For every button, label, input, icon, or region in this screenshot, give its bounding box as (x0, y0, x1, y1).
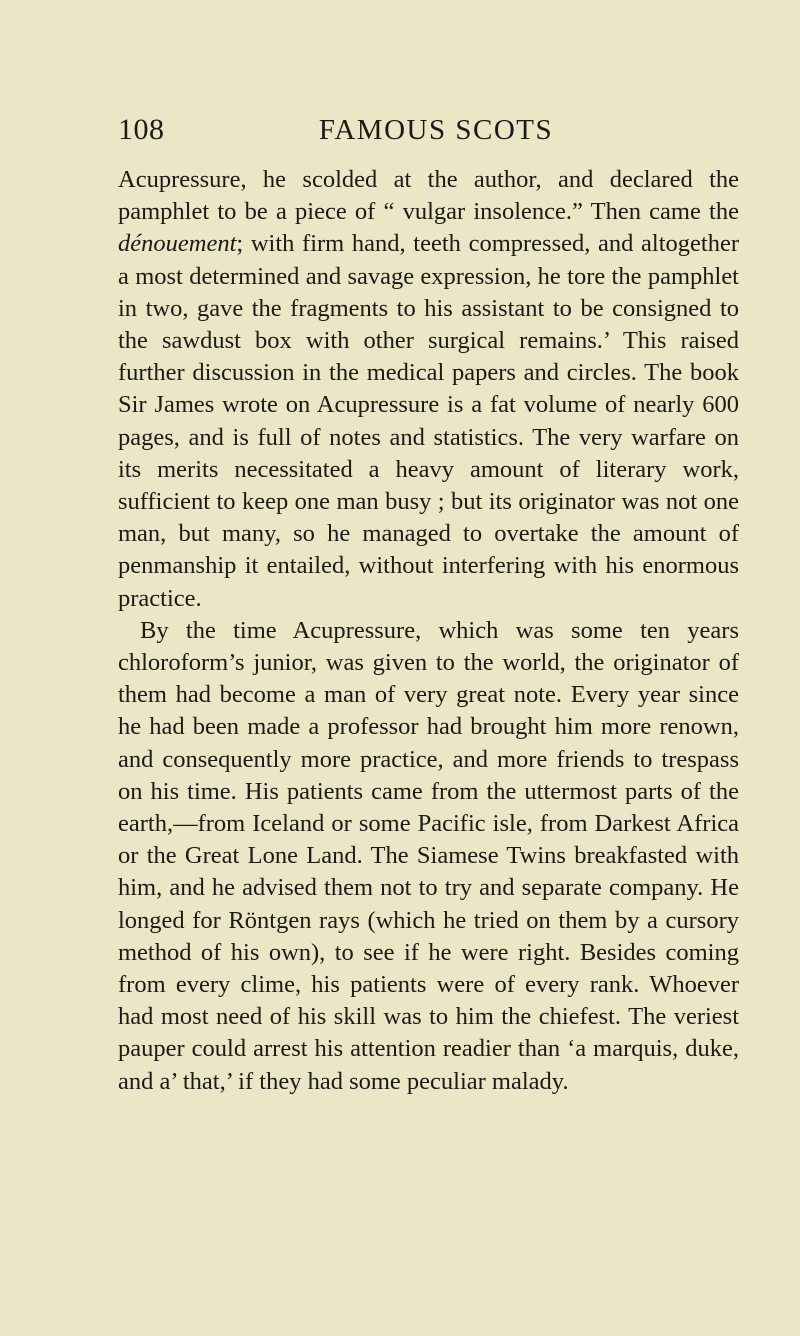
paragraph-text: Acupressure, he scolded at the author, and declared the pamphlet to be a piece of “ vulgar insolence.” Then came the (118, 166, 739, 226)
paragraph: By the time Acupressure, which was some ten years chloroform’s junior, was given to the world, the originator of them had become a man of very great note. Every year since he had been made a professor had brought him more renown, and consequently more practice, and more friends to trespass on his time. His patients came from the uttermost parts of the earth,—from Iceland or some Pacific isle, from Darkest Africa or the Great Lone Land. The Siamese Twins breakfasted with him, and he advised them not to try and separate company. He longed for Röntgen rays (which he tried on them by a cursory method of his own), to see if he were right. Besides coming from every clime, his patients were of every rank. Whoever had most need of his skill was to him the chiefest. The veriest pauper could arrest his attention readier than ‘a marquis, duke, and a’ that,’ if they had some peculiar malady. (118, 616, 739, 1095)
page-header (118, 110, 738, 150)
paragraph-text: ; with firm hand, teeth compressed, and altogether a most determined and savage expression, he tore the pamphlet in two, gave the fragments to his assistant to be consigned to the sawdust box with other surgical remains.’ This raised further discussion in the medical papers and circles. The book Sir James wrote on Acupressure is a fat volume of nearly 600 pages, and is full of notes and statistics. The very warfare on its merits necessitated a heavy amount of literary work, sufficient to keep one man busy ; but its originator was not one man, but many, so he managed to overtake the amount of penmanship it entailed, without interfering with his enormous practice. (118, 230, 739, 612)
body-text (118, 164, 739, 1098)
page-number: 108 (118, 113, 165, 146)
running-head: FAMOUS SCOTS (318, 114, 554, 146)
paragraph-continued (118, 164, 739, 615)
italic-term: dénouement (118, 230, 237, 258)
